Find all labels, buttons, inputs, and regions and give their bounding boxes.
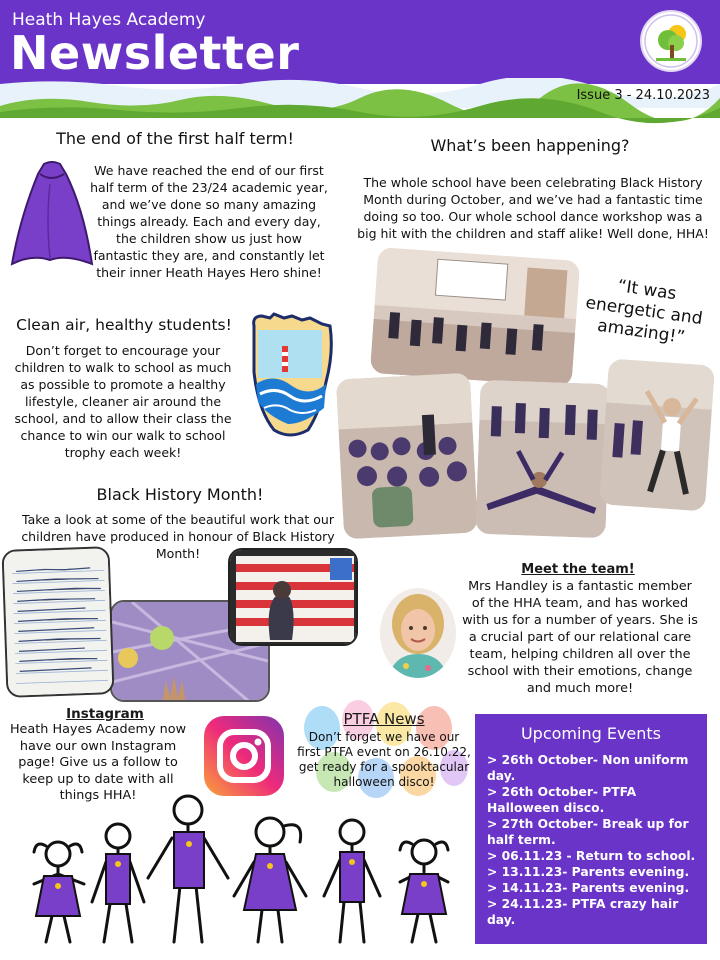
school-name: Heath Hayes Academy xyxy=(12,10,206,30)
black-history-body: Take a look at some of the beautiful work that our children have produced in honour of Black History Month! xyxy=(21,512,335,561)
dance-photo-hall xyxy=(370,247,580,387)
upcoming-events-title: Upcoming Events xyxy=(520,724,662,743)
clean-air-body: Don’t forget to encourage your children to walk to school as much as possible to promote a healthy lifestyle, cleaner air around the school, and to allow their class the chance to win our walk to school trophy each week! xyxy=(14,343,232,460)
newsletter-title: Newsletter xyxy=(10,26,300,80)
event-item: > 26th October- PTFA Halloween disco. xyxy=(487,785,637,815)
dance-photo-seated xyxy=(336,373,478,540)
purple-cape-icon xyxy=(6,160,96,270)
whats-happening-heading: What’s been happening? xyxy=(430,136,630,155)
issue-label: Issue 3 - 24.10.2023 xyxy=(576,88,710,103)
event-item: > 14.11.23- Parents evening. xyxy=(487,881,690,895)
first-half-term-body: We have reached the end of our first half term of the 23/24 academic year, and we’ve done so many amazing things already. Each and every day, the children show us just how fantastic they are, and constantly let their inner Heath Hayes Hero shine! xyxy=(90,163,328,280)
upcoming-events-list xyxy=(487,752,701,928)
footprint-lighthouse-icon xyxy=(244,312,336,440)
meet-team-heading: Meet the team! xyxy=(521,562,635,577)
event-item: > 24.11.23- PTFA crazy hair day. xyxy=(487,897,679,927)
dance-photo-instructor xyxy=(599,358,715,511)
staff-portrait xyxy=(380,588,456,678)
tree-logo-icon xyxy=(642,12,700,70)
stick-figure-children-icon xyxy=(14,792,466,952)
ptfa-heading: PTFA News xyxy=(343,710,425,728)
school-logo xyxy=(640,10,702,72)
newsletter-header xyxy=(0,0,720,84)
meet-team-body: Mrs Handley is a fantastic member of the HHA team, and has worked with us for a number of years. She is a crucial part of our relational care team, helping children all over the school with their emotions, change and much more! xyxy=(462,579,698,696)
artwork-photo-writing xyxy=(1,546,114,698)
instagram-icon[interactable] xyxy=(204,716,284,796)
event-item: > 27th October- Break up for half term. xyxy=(487,817,689,847)
ptfa-body: Don’t forget we have our first PTFA event on 26.10.22, get ready for a spooktacular halloween disco! xyxy=(297,730,471,789)
event-item: > 06.11.23 - Return to school. xyxy=(487,849,696,863)
whats-happening-body: The whole school have been celebrating Black History Month during October, and we’ve had a fantastic time doing so too. Our whole school dance workshop was a big hit with the children and staff alike! Well done, HHA! xyxy=(357,175,709,241)
instagram-heading: Instagram xyxy=(66,706,144,722)
dance-photo-splits xyxy=(475,380,610,538)
event-item: > 26th October- Non uniform day. xyxy=(487,753,689,783)
clean-air-heading: Clean air, healthy students! xyxy=(16,316,232,334)
first-half-term-heading: The end of the first half term! xyxy=(56,129,294,148)
artwork-photo-flag xyxy=(228,548,358,646)
instagram-body: Heath Hayes Academy now have our own Instagram page! Give us a follow to keep up to date with all things HHA! xyxy=(9,722,187,803)
event-item: > 13.11.23- Parents evening. xyxy=(487,865,690,879)
quote-text: “It was energetic and amazing!” xyxy=(584,276,704,348)
black-history-heading: Black History Month! xyxy=(96,485,264,504)
upcoming-events-box xyxy=(475,714,707,944)
